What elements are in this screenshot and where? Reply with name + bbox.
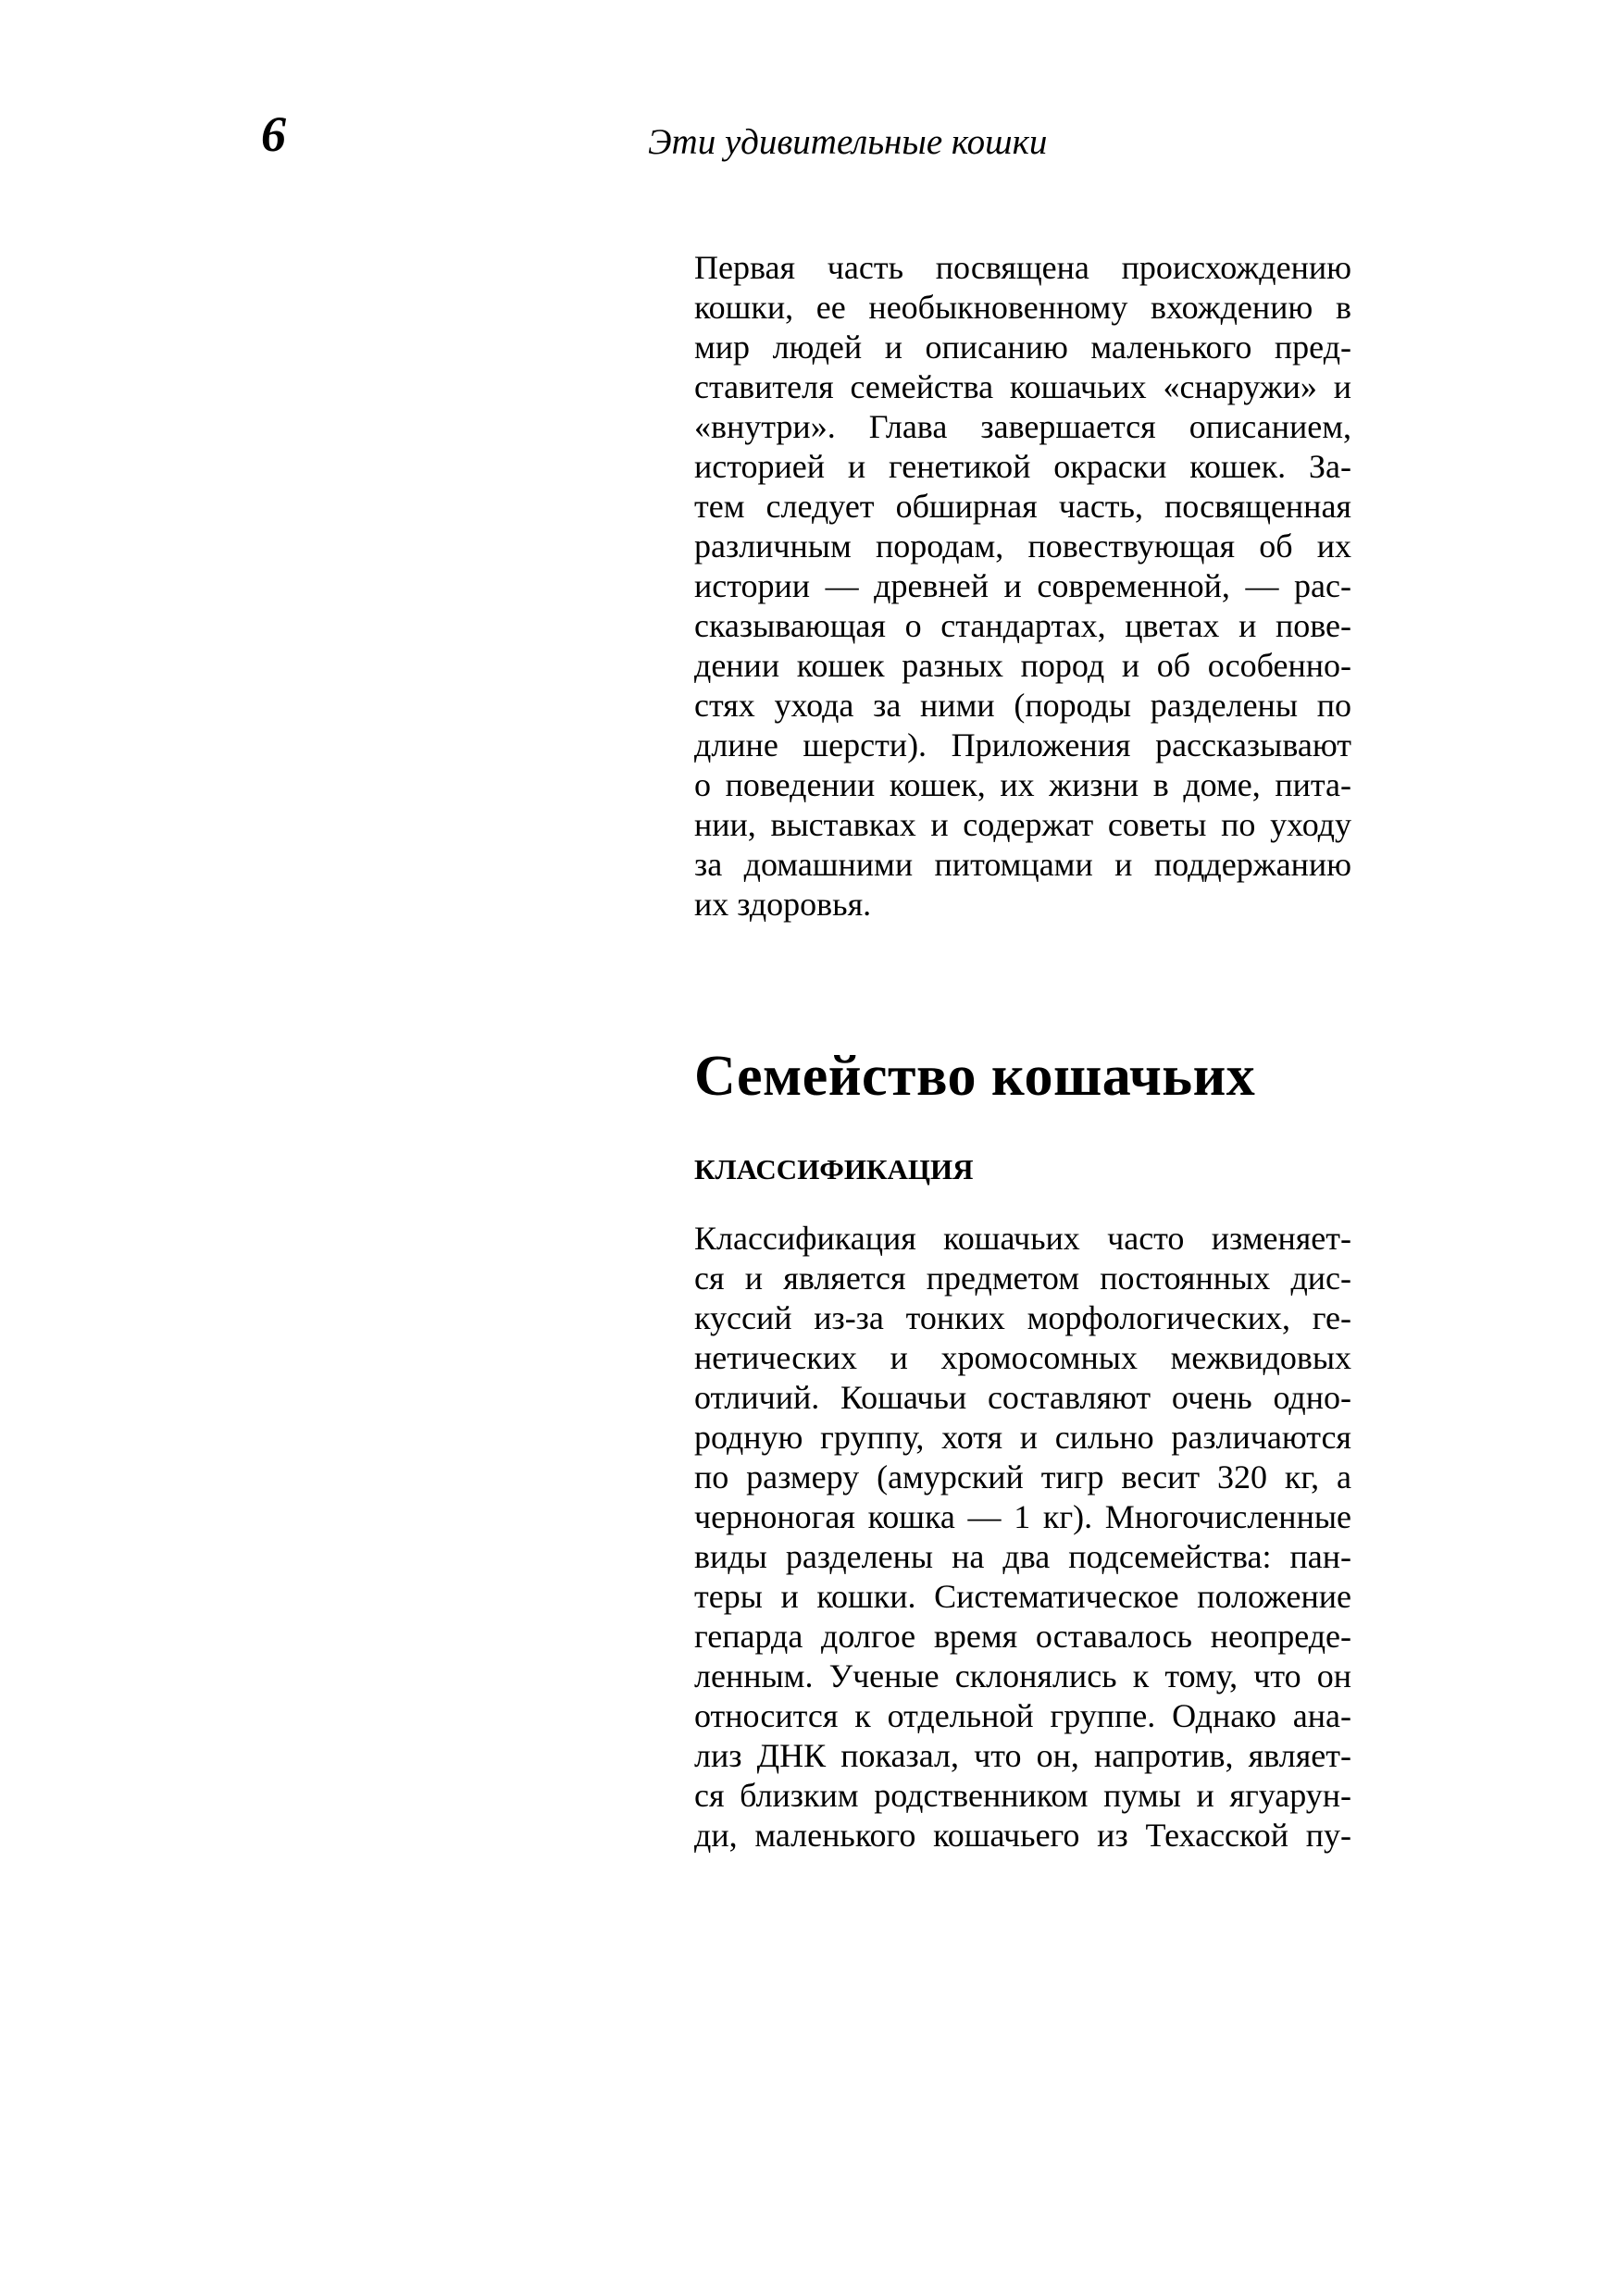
text-line: ся и является предметом постоянных дис-: [694, 1260, 1351, 1297]
running-header: Эти удивительные кошки: [648, 122, 1048, 162]
section-title: Семейство кошачьих: [694, 1045, 1256, 1108]
text-line: мир людей и описанию маленького пред-: [694, 329, 1351, 366]
text-line: Классификация кошачьих часто изменяет-: [694, 1220, 1351, 1257]
text-line: теры и кошки. Систематическое положение: [694, 1578, 1351, 1615]
classification-paragraph: [694, 1219, 1351, 1855]
text-line: истории — древней и современной, — рас-: [694, 567, 1351, 604]
page-number: 6: [261, 106, 286, 162]
text-line: ди, маленького кошачьего из Техасской пу-: [694, 1817, 1351, 1854]
text-line: тем следует обширная часть, посвященная: [694, 488, 1351, 525]
text-line: их здоровья.: [694, 886, 872, 923]
text-line: виды разделены на два подсемейства: пан-: [694, 1538, 1351, 1575]
text-line: лиз ДНК показал, что он, напротив, являет-: [694, 1737, 1351, 1774]
intro-paragraph: [694, 248, 1351, 925]
subsection-title: КЛАССИФИКАЦИЯ: [694, 1153, 974, 1185]
text-line: стях ухода за ними (породы разделены по: [694, 687, 1351, 724]
text-line: нии, выставках и содержат советы по уходу: [694, 806, 1351, 843]
text-line: о поведении кошек, их жизни в доме, пита-: [694, 766, 1351, 803]
text-line: нетических и хромосомных межвидовых: [694, 1339, 1351, 1376]
text-line: ленным. Ученые склонялись к тому, что он: [694, 1657, 1351, 1694]
text-line: ся близким родственником пумы и ягуарун-: [694, 1777, 1351, 1814]
text-line: «внутри». Глава завершается описанием,: [694, 408, 1351, 445]
text-line: относится к отдельной группе. Однако ана-: [694, 1697, 1351, 1734]
text-line: куссий из-за тонких морфологических, ге-: [694, 1299, 1351, 1336]
text-line: черноногая кошка — 1 кг). Многочисленные: [694, 1498, 1351, 1535]
text-line: ставителя семейства кошачьих «снаружи» и: [694, 368, 1351, 405]
text-line: сказывающая о стандартах, цветах и пове-: [694, 607, 1351, 644]
text-line: по размеру (амурский тигр весит 320 кг, а: [694, 1458, 1351, 1496]
text-line: различным породам, повествующая об их: [694, 527, 1351, 565]
classification-paragraph-block: [694, 1219, 1351, 1855]
text-line: дении кошек разных пород и об особенно-: [694, 647, 1351, 684]
text-line: длине шерсти). Приложения рассказывают: [694, 726, 1351, 763]
text-line: Первая часть посвящена происхождению: [694, 249, 1351, 286]
text-line: историей и генетикой окраски кошек. За-: [694, 448, 1351, 485]
text-line: за домашними питомцами и поддержанию: [694, 846, 1351, 883]
text-line: кошки, ее необыкновенному вхождению в: [694, 289, 1351, 326]
text-line: гепарда долгое время оставалось неопреде-: [694, 1618, 1351, 1655]
intro-paragraph-block: [694, 248, 1351, 925]
text-line: родную группу, хотя и сильно различаются: [694, 1419, 1351, 1456]
text-line: отличий. Кошачьи составляют очень одно-: [694, 1379, 1351, 1416]
